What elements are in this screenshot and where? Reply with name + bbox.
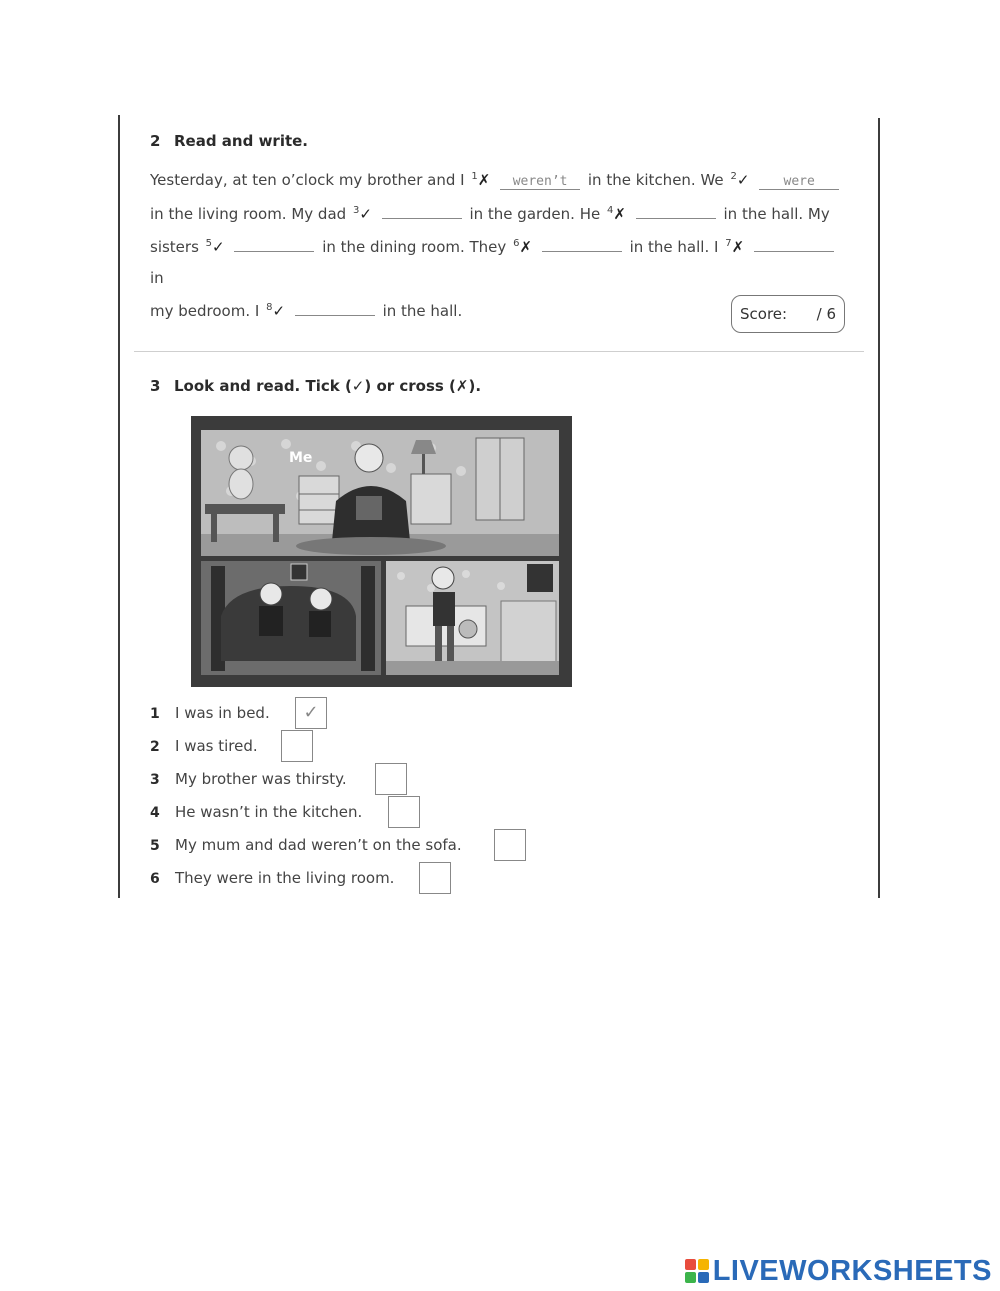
answer-blank-5[interactable]: [234, 236, 314, 252]
para-line-2: in the living room. My dad $^3$✓ in the garden. He $^4$✗ in the hall. My: [150, 204, 830, 223]
section-divider: [134, 351, 864, 352]
cross-mark: ✗: [519, 238, 533, 257]
list-item-5: 5 My mum and dad weren’t on the sofa.: [150, 836, 462, 854]
logo-block: [685, 1272, 696, 1283]
liveworksheets-logo[interactable]: [685, 1254, 992, 1288]
list-item-3: 3 My brother was thirsty.: [150, 770, 347, 788]
answer-blank-2[interactable]: were: [759, 174, 839, 190]
tick-mark: ✓: [272, 302, 286, 321]
house-illustration: [191, 416, 572, 687]
answer-blank-3[interactable]: [382, 203, 462, 219]
answer-box-6[interactable]: [419, 862, 451, 894]
list-item-2: 2 I was tired.: [150, 737, 258, 755]
right-border: [878, 118, 880, 898]
para-line-3: sisters $^5$✓ in the dining room. They $^6$✗ in the hall. I $^7$✗ in: [150, 229, 850, 293]
logo-text: LIVEWORKSHEETS: [712, 1254, 992, 1287]
me-label: Me: [289, 450, 313, 466]
para-line-1: Yesterday, at ten o’clock my brother and I $^1$✗ weren’t in the kitchen. We $^2$✓ were: [150, 162, 850, 196]
answer-blank-8[interactable]: [295, 300, 375, 316]
score-box: Score: / 6: [731, 295, 845, 333]
house-scene-image: [191, 416, 572, 687]
answer-box-5[interactable]: [494, 829, 526, 861]
answer-blank-6[interactable]: [542, 236, 622, 252]
tick-mark: ✓: [736, 171, 750, 189]
left-border: [118, 115, 120, 898]
answer-box-3[interactable]: [375, 763, 407, 795]
list-item-6: 6 They were in the living room.: [150, 869, 395, 887]
section2-heading: 2 Read and write.: [150, 132, 309, 150]
section3-heading: 3 Look and read. Tick (✓) or cross (✗).: [150, 377, 482, 395]
answer-box-4[interactable]: [388, 796, 420, 828]
logo-blocks-icon: [685, 1259, 709, 1283]
answer-box-1[interactable]: ✓: [295, 697, 327, 729]
cross-mark: ✗: [613, 204, 626, 223]
answer-blank-1[interactable]: weren’t: [500, 174, 580, 190]
logo-block: [698, 1259, 709, 1270]
tick-mark: ✓: [359, 204, 372, 223]
answer-blank-4[interactable]: [636, 203, 716, 219]
answer-box-2[interactable]: [281, 730, 313, 762]
cross-mark: ✗: [477, 171, 491, 189]
tick-mark: ✓: [212, 238, 225, 257]
list-item-1: 1 I was in bed.: [150, 704, 270, 722]
logo-block: [698, 1272, 709, 1283]
para-line-4: my bedroom. I $^8$✓ in the hall.: [150, 302, 463, 321]
list-item-4: 4 He wasn’t in the kitchen.: [150, 803, 363, 821]
logo-block: [685, 1259, 696, 1270]
answer-blank-7[interactable]: [754, 236, 834, 252]
cross-mark: ✗: [731, 238, 745, 257]
